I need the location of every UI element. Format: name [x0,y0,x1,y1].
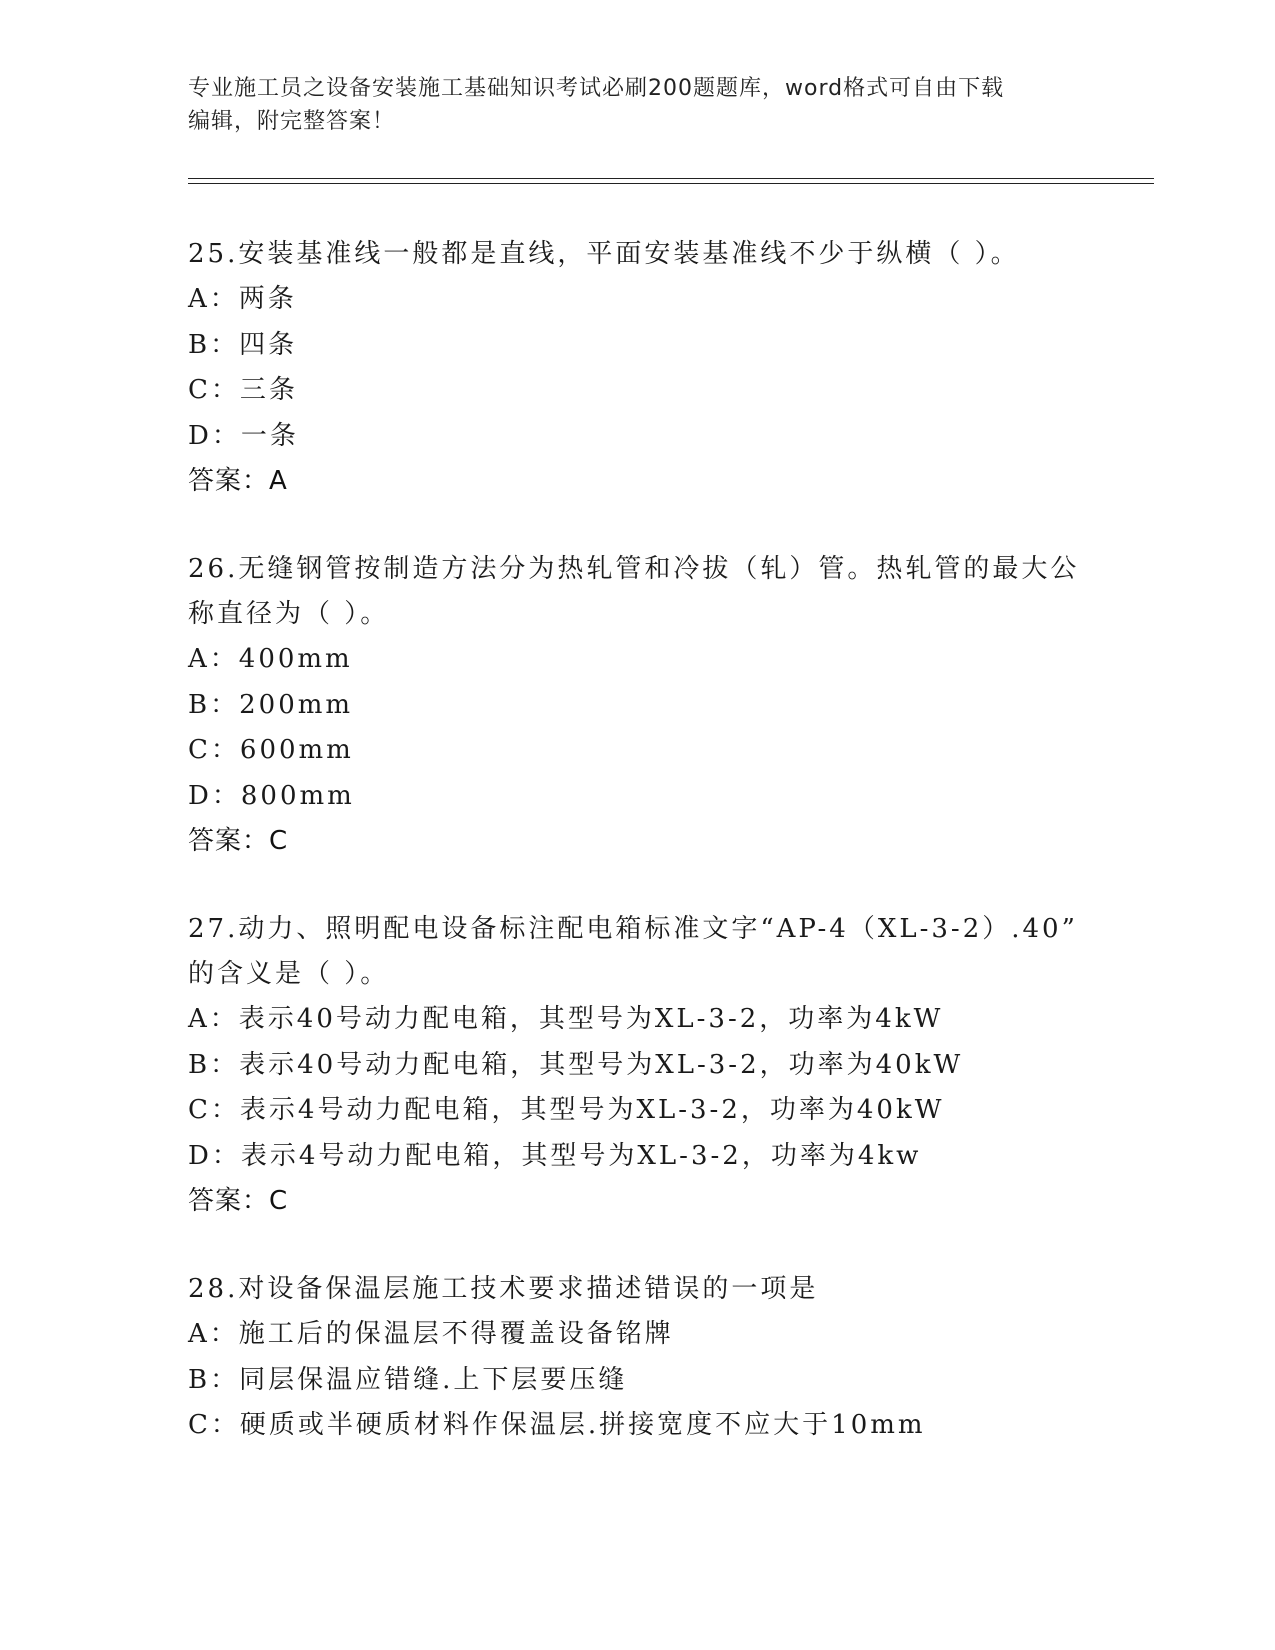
answer-line: 答案：C [188,826,289,856]
option-text: 800mm [240,780,355,811]
option-text: 四条 [239,329,298,360]
option-a [188,1312,1088,1358]
option-key: A： [188,1319,239,1349]
option-c [188,368,1088,414]
option-text: 表示40号动力配电箱，其型号为XL-3-2，功率为40kW [239,1049,964,1080]
option-c [188,728,1088,774]
option-d [188,1134,1088,1180]
option-key: C： [188,375,240,405]
header-divider-top [188,178,1154,179]
option-text: 400mm [238,644,353,674]
option-b [188,323,1088,369]
option-key: D： [188,1140,241,1171]
option-key: D： [188,780,241,811]
option-key: A： [188,1004,239,1034]
question-list [188,232,1088,1492]
option-text: 同层保温应错缝.上下层要压缝 [239,1364,628,1395]
option-text: 三条 [239,375,298,405]
option-c [188,1088,1088,1134]
option-text: 200mm [239,689,354,720]
option-text: 一条 [240,420,299,451]
question-stem-continued: 称直径为（ ）。 [188,599,390,629]
answer-line: 答案：A [188,466,288,496]
option-key: B： [188,1049,240,1080]
option-b [188,1358,1088,1404]
question-stem: 28.对设备保温层施工技术要求描述错误的一项是 [188,1274,819,1304]
option-text: 表示40号动力配电箱，其型号为XL-3-2，功率为4kW [238,1004,944,1034]
header-divider-bottom [188,183,1154,184]
option-b [188,683,1088,729]
question-26 [188,547,1088,864]
option-key: A： [188,644,239,674]
option-text: 两条 [238,284,297,314]
option-text: 表示4号动力配电箱，其型号为XL-3-2，功率为4kw [240,1140,922,1171]
header-title-line-2: 编辑，附完整答案！ [188,109,396,134]
option-d [188,414,1088,460]
question-25 [188,232,1088,504]
option-key: D： [188,420,241,451]
option-text: 硬质或半硬质材料作保温层.拼接宽度不应大于10mm [239,1410,926,1440]
option-key: B： [188,329,240,360]
option-key: B： [188,1364,240,1395]
question-28 [188,1267,1088,1449]
option-a [188,997,1088,1043]
header-title-line-1: 专业施工员之设备安装施工基础知识考试必刷200题题库，word格式可自由下载 [188,76,1005,101]
question-stem: 25.安装基准线一般都是直线，平面安装基准线不少于纵横（ ）。 [188,239,1020,269]
answer-line: 答案：C [188,1186,289,1216]
question-stem-continued: 的含义是（ ）。 [188,959,390,989]
option-key: C： [188,1410,240,1440]
option-c [188,1403,1088,1449]
question-stem: 27.动力、照明配电设备标注配电箱标准文字“AP-4（XL-3-2）.40” [188,914,1078,944]
option-key: A： [188,284,239,314]
option-a [188,277,1088,323]
option-key: C： [188,1095,240,1125]
question-stem: 26.无缝钢管按制造方法分为热轧管和冷拔（轧）管。热轧管的最大公 [188,554,1080,584]
option-a [188,637,1088,683]
option-key: C： [188,735,240,765]
option-text: 600mm [239,735,354,765]
question-27 [188,907,1088,1224]
option-b [188,1043,1088,1089]
document-header [188,72,1088,138]
option-key: B： [188,689,240,720]
option-d [188,774,1088,820]
option-text: 施工后的保温层不得覆盖设备铭牌 [238,1319,674,1349]
option-text: 表示4号动力配电箱，其型号为XL-3-2，功率为40kW [239,1095,945,1125]
